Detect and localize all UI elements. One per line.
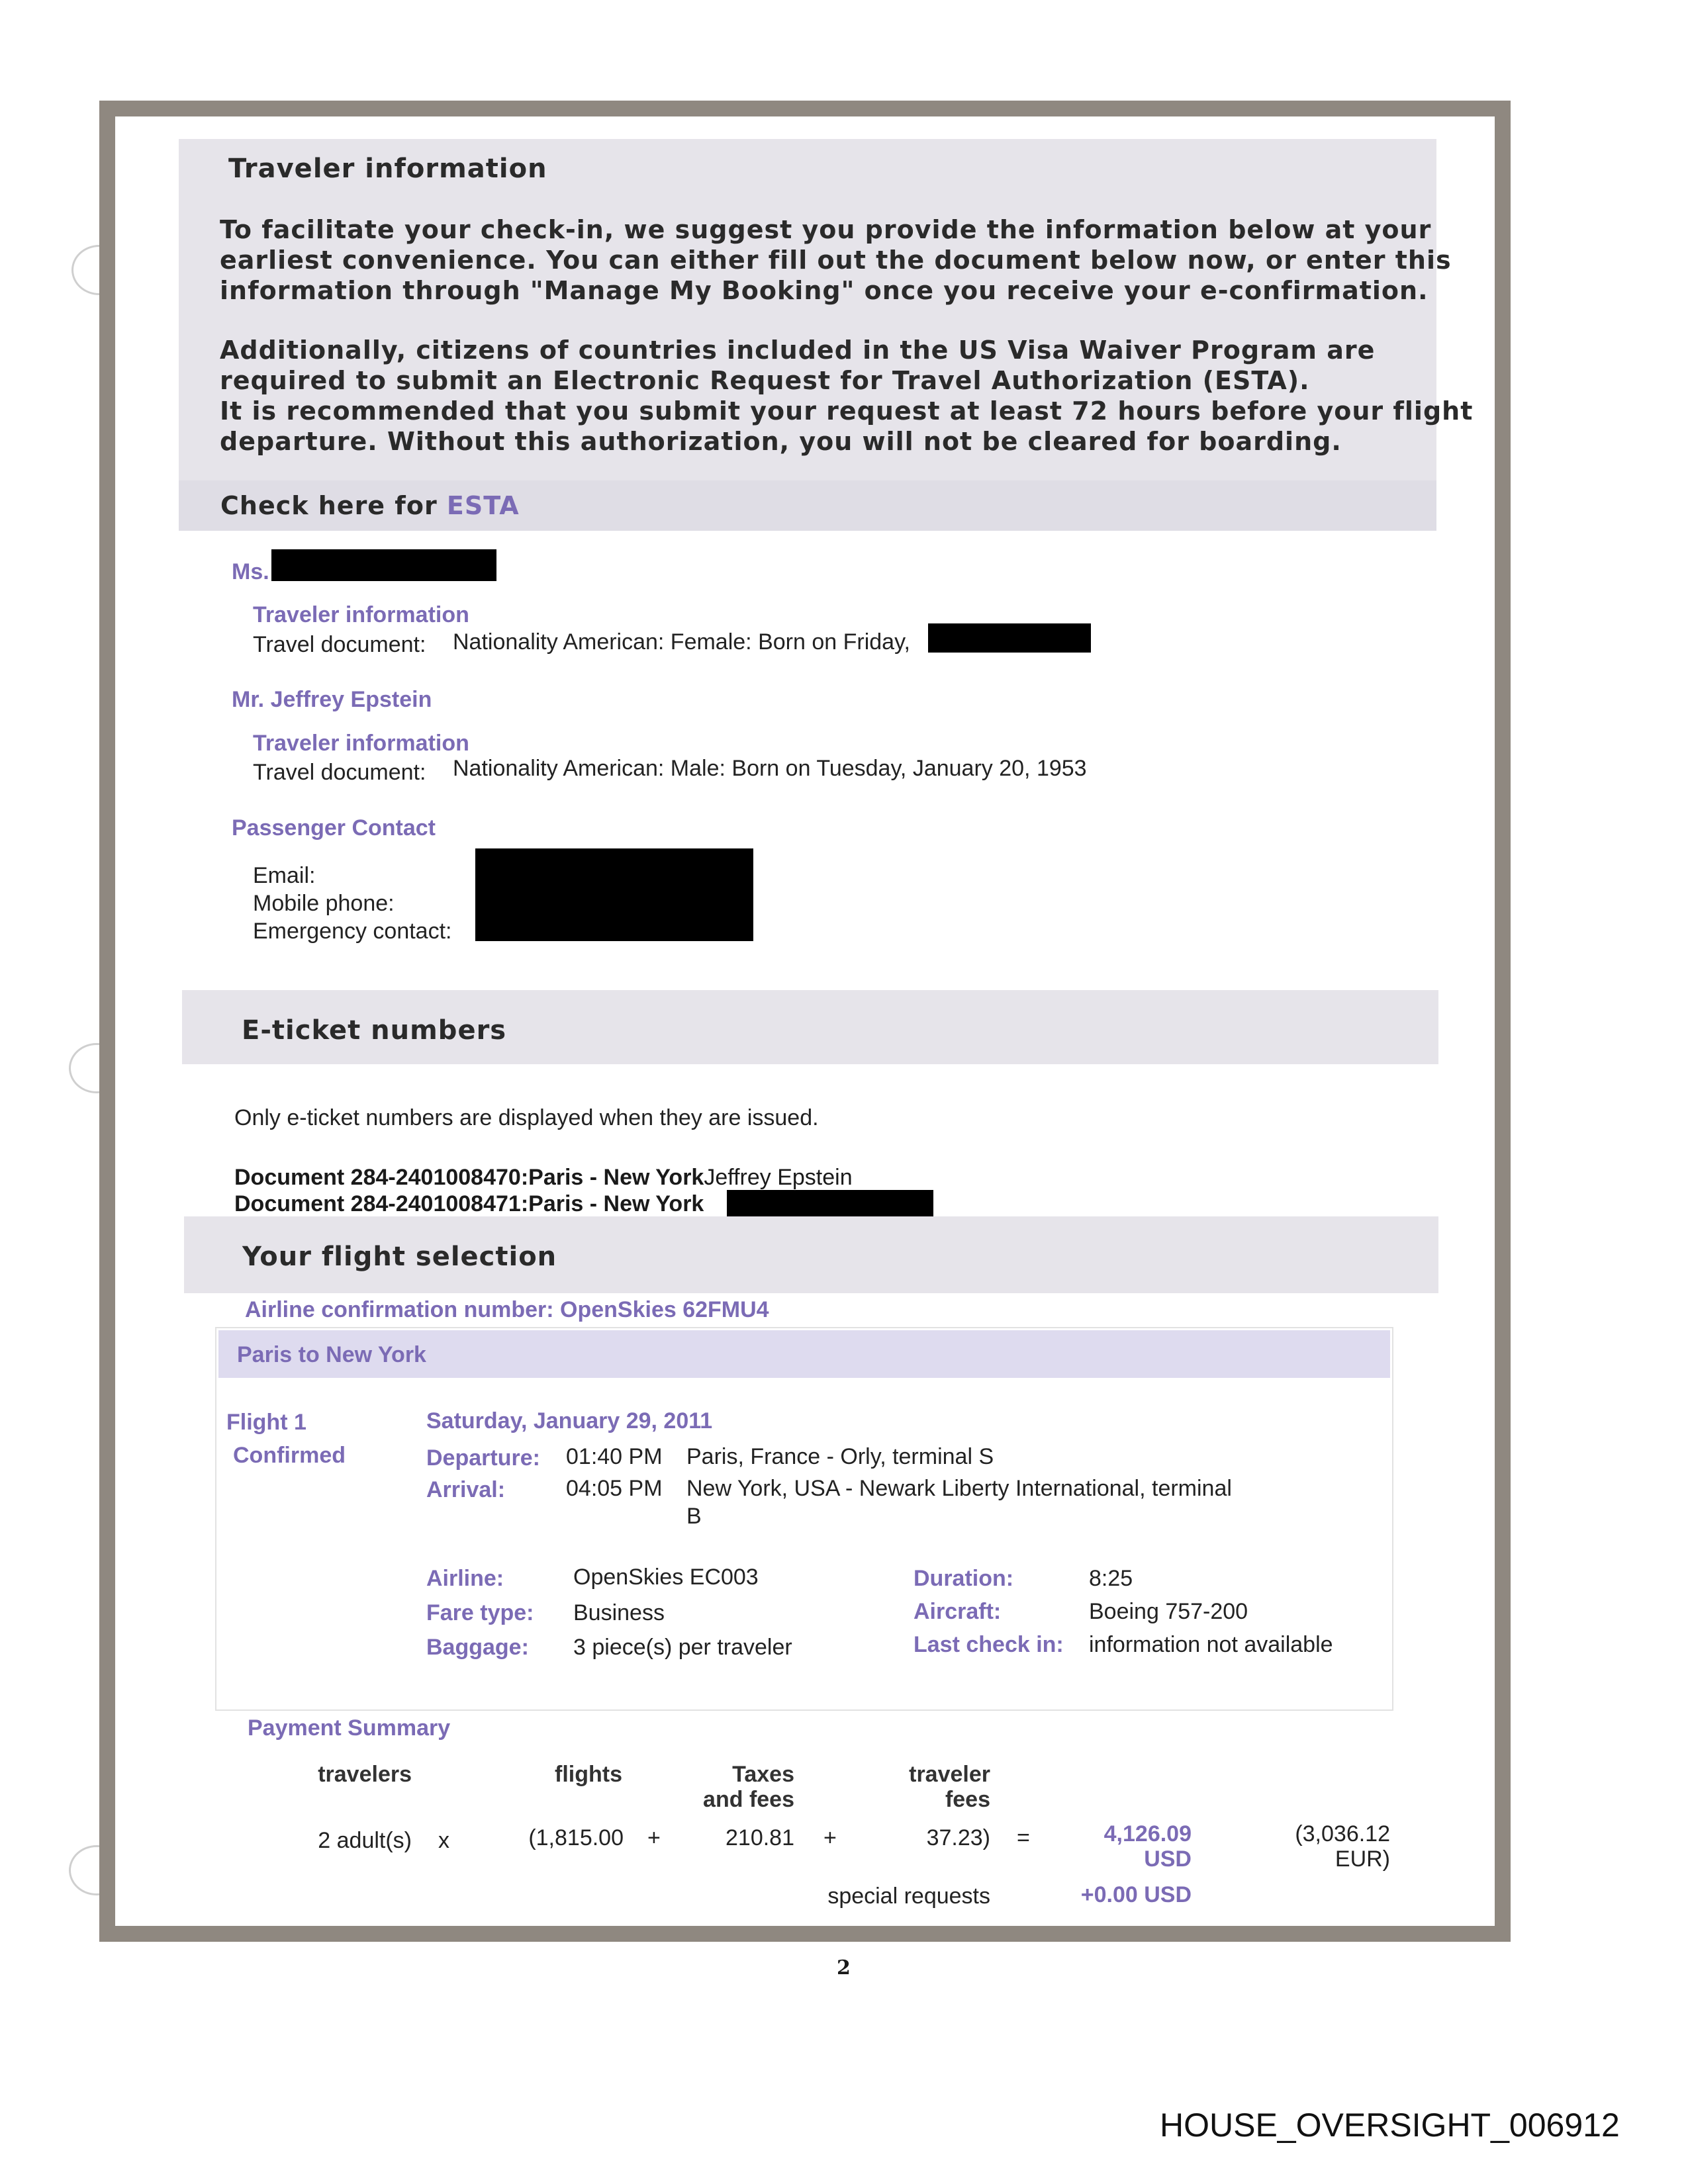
- payment-eur-currency: EUR): [1335, 1846, 1390, 1872]
- duration-label: Duration:: [914, 1566, 1014, 1591]
- aircraft-value: Boeing 757-200: [1089, 1599, 1248, 1624]
- traveler-2-doc-value: Nationality American: Male: Born on Tuesday, January 20, 1953: [453, 756, 1087, 781]
- payment-eur-amount: (3,036.12: [1295, 1821, 1390, 1846]
- esta-link[interactable]: ESTA: [446, 491, 520, 520]
- payment-taxes: 210.81: [726, 1825, 794, 1850]
- traveler-2-doc-label: Travel document:: [253, 760, 426, 785]
- airline-value: OpenSkies EC003: [573, 1565, 759, 1590]
- departure-label: Departure:: [426, 1445, 540, 1471]
- eticket-document-1-passenger: Jeffrey Epstein: [704, 1165, 853, 1190]
- arrival-label: Arrival:: [426, 1477, 506, 1502]
- traveler-2-info-label: Traveler information: [253, 731, 469, 756]
- eticket-document-2: [234, 1191, 704, 1217]
- esta-line: Additionally, citizens of countries included in the US Visa Waiver Program are: [220, 336, 1376, 365]
- payment-head-fees-line2: fees: [945, 1787, 990, 1812]
- airline-confirmation-number: Airline confirmation number: OpenSkies 62FMU4: [245, 1297, 769, 1322]
- payment-traveler-fees: 37.23): [926, 1825, 990, 1850]
- duration-value: 8:25: [1089, 1566, 1133, 1591]
- intro-line: information through "Manage My Booking" once you receive your e-confirmation.: [220, 276, 1429, 305]
- airline-label: Airline:: [426, 1566, 504, 1591]
- eticket-note: Only e-ticket numbers are displayed when they are issued.: [234, 1105, 819, 1130]
- arrival-time: 04:05 PM: [566, 1476, 663, 1501]
- eticket-document-1-number: Document 284-2401008470:Paris - New York: [234, 1165, 704, 1190]
- route-title: Paris to New York: [237, 1342, 426, 1367]
- traveler-1-doc-label: Travel document:: [253, 632, 426, 657]
- payment-head-travelers: travelers: [318, 1762, 412, 1787]
- esta-line: departure. Without this authorization, you will not be cleared for boarding.: [220, 427, 1342, 456]
- esta-line: It is recommended that you submit your request at least 72 hours before your flight: [220, 396, 1474, 426]
- fare-type-value: Business: [573, 1600, 665, 1625]
- esta-line: required to submit an Electronic Request for Travel Authorization (ESTA).: [220, 366, 1310, 395]
- payment-flights: (1,815.00: [528, 1825, 624, 1850]
- traveler-info-panel: [179, 139, 1436, 529]
- departure-time: 01:40 PM: [566, 1444, 663, 1469]
- email-label: Email:: [253, 863, 316, 888]
- fare-type-label: Fare type:: [426, 1600, 534, 1625]
- payment-equals-sign: =: [1017, 1825, 1030, 1850]
- flight-selection-title: Your flight selection: [242, 1242, 557, 1272]
- passenger-contact-title: Passenger Contact: [232, 815, 436, 841]
- arrival-place-terminal: B: [686, 1504, 702, 1529]
- departure-place: Paris, France - Orly, terminal S: [686, 1444, 994, 1469]
- payment-head-traveler-fees: [861, 1762, 990, 1812]
- special-requests-label: special requests: [827, 1884, 990, 1909]
- payment-total-currency: USD: [1144, 1846, 1192, 1872]
- redaction-eticket-2-passenger: [727, 1190, 933, 1216]
- baggage-label: Baggage:: [426, 1635, 529, 1660]
- eticket-title: E-ticket numbers: [242, 1015, 507, 1046]
- intro-line: To facilitate your check-in, we suggest you provide the information below at your: [220, 215, 1432, 244]
- payment-plus-sign-2: +: [823, 1825, 837, 1850]
- page-number: 2: [837, 1956, 851, 1979]
- last-checkin-label: Last check in:: [914, 1632, 1064, 1657]
- traveler-1-name: Ms.: [232, 559, 269, 584]
- esta-check-row: [220, 491, 520, 520]
- checkin-intro-text: [220, 214, 1452, 306]
- payment-travelers: 2 adult(s): [318, 1828, 412, 1853]
- flight-number-label: Flight 1: [226, 1410, 306, 1435]
- flight-date: Saturday, January 29, 2011: [426, 1408, 713, 1433]
- special-requests-value: +0.00 USD: [1080, 1882, 1192, 1907]
- esta-check-prefix: Check here for: [220, 491, 438, 520]
- traveler-info-title: Traveler information: [228, 154, 547, 184]
- redaction-traveler-1-birthdate: [928, 623, 1091, 653]
- traveler-1-doc-value: Nationality American: Female: Born on Friday,: [453, 629, 910, 655]
- arrival-place: New York, USA - Newark Liberty International, terminal: [686, 1476, 1232, 1501]
- flight-status: Confirmed: [233, 1443, 346, 1468]
- traveler-2-name: Mr. Jeffrey Epstein: [232, 687, 432, 712]
- payment-head-fees-line1: traveler: [909, 1762, 990, 1787]
- intro-line: earliest convenience. You can either fill out the document below now, or enter this: [220, 246, 1452, 275]
- payment-plus-sign-1: +: [647, 1825, 661, 1850]
- mobile-phone-label: Mobile phone:: [253, 891, 395, 916]
- payment-eur-equivalent: [1231, 1821, 1390, 1872]
- redaction-contact-details: [475, 848, 753, 941]
- payment-head-taxes-line2: and fees: [703, 1787, 794, 1812]
- traveler-1-info-label: Traveler information: [253, 602, 469, 627]
- payment-head-flights: flights: [555, 1762, 622, 1787]
- payment-head-taxes-line1: Taxes: [732, 1762, 794, 1787]
- eticket-document-2-number: Document 284-2401008471:Paris - New York: [234, 1191, 704, 1216]
- payment-times-sign: x: [438, 1828, 449, 1853]
- bates-footer-id: HOUSE_OVERSIGHT_006912: [1160, 2107, 1620, 2144]
- baggage-value: 3 piece(s) per traveler: [573, 1635, 792, 1660]
- esta-notice-text: [220, 335, 1473, 457]
- payment-total: [1033, 1821, 1192, 1872]
- eticket-document-1: [234, 1165, 853, 1191]
- redaction-traveler-1-name: [271, 549, 496, 581]
- emergency-contact-label: Emergency contact:: [253, 919, 452, 944]
- payment-summary-title: Payment Summary: [248, 1715, 451, 1741]
- aircraft-label: Aircraft:: [914, 1599, 1002, 1624]
- last-checkin-value: information not available: [1089, 1632, 1333, 1657]
- payment-total-amount: 4,126.09: [1103, 1821, 1192, 1846]
- payment-head-taxes: [669, 1762, 794, 1812]
